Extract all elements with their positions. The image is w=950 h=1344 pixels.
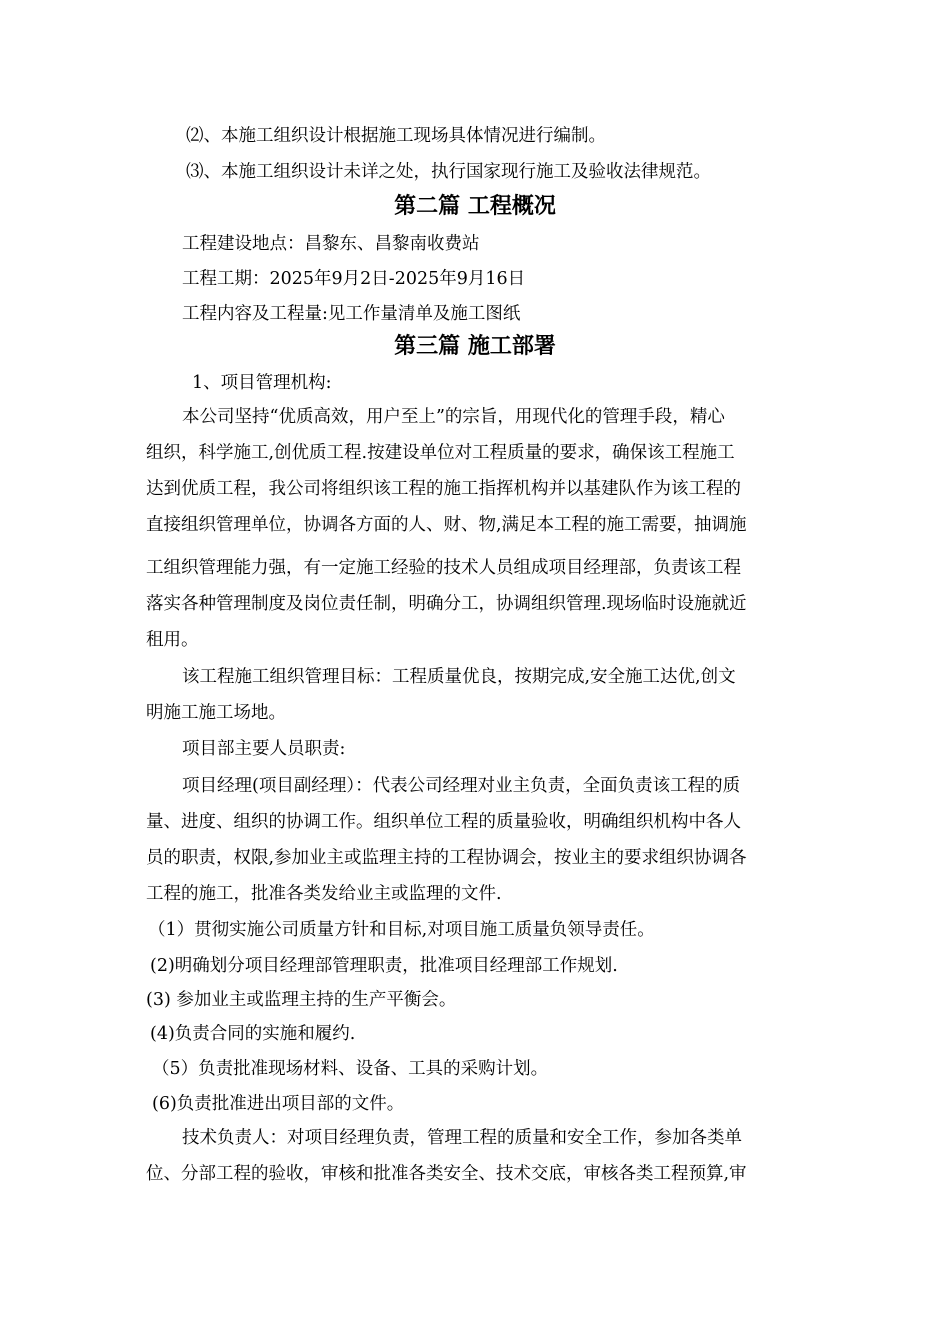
paragraph-line: 量、进度、组织的协调工作。组织单位工程的质量验收，明确组织机构中各人	[146, 812, 741, 832]
section-3-title: 第三篇 施工部署	[394, 334, 556, 359]
project-period: 工程工期：2025年9月2日-2025年9月16日	[182, 269, 526, 289]
paragraph-line: 达到优质工程，我公司将组织该工程的施工指挥机构并以基建队作为该工程的	[146, 479, 741, 499]
list-item: (2)明确划分项目经理部管理职责，批准项目经理部工作规划.	[150, 956, 618, 976]
list-item: （1）贯彻实施公司质量方针和目标,对项目施工质量负领导责任。	[148, 920, 655, 940]
paragraph-line: 该工程施工组织管理目标：工程质量优良，按期完成,安全施工达优,创文	[182, 667, 736, 687]
paragraph-line: 项目经理(项目副经理）：代表公司经理对业主负责，全面负责该工程的质	[182, 776, 741, 796]
paragraph-line: 落实各种管理制度及岗位责任制，明确分工，协调组织管理.现场临时设施就近	[146, 594, 747, 614]
paragraph-line: 租用。	[146, 630, 199, 650]
project-location: 工程建设地点：昌黎东、昌黎南收费站	[182, 234, 480, 254]
list-item: (4)负责合同的实施和履约.	[150, 1024, 356, 1044]
intro-item-2: ⑵、本施工组织设计根据施工现场具体情况进行编制。	[186, 126, 606, 146]
paragraph-line: 明施工施工场地。	[146, 703, 286, 723]
intro-item-3: ⑶、本施工组织设计未详之处，执行国家现行施工及验收法律规范。	[186, 162, 711, 182]
list-item: （5）负责批准现场材料、设备、工具的采购计划。	[152, 1059, 549, 1079]
section-3-subtitle: 1、项目管理机构:	[192, 373, 332, 393]
list-item: (3) 参加业主或监理主持的生产平衡会。	[146, 990, 457, 1010]
paragraph-line: 工组织管理能力强，有一定施工经验的技术人员组成项目经理部，负责该工程	[146, 558, 741, 578]
paragraph-line: 位、分部工程的验收，审核和批准各类安全、技术交底，审核各类工程预算,审	[146, 1164, 747, 1184]
paragraph-line: 直接组织管理单位，协调各方面的人、财、物,满足本工程的施工需要，抽调施	[146, 515, 747, 535]
paragraph-line: 本公司坚持“优质高效，用户至上”的宗旨，用现代化的管理手段，精心	[182, 407, 725, 427]
duties-heading: 项目部主要人员职责:	[182, 739, 346, 759]
project-content: 工程内容及工程量:见工作量清单及施工图纸	[182, 304, 521, 324]
paragraph-line: 工程的施工，批准各类发给业主或监理的文件.	[146, 884, 502, 904]
paragraph-line: 组织，科学施工,创优质工程.按建设单位对工程质量的要求，确保该工程施工	[146, 443, 735, 463]
paragraph-line: 技术负责人：对项目经理负责，管理工程的质量和安全工作，参加各类单	[182, 1128, 742, 1148]
paragraph-line: 员的职责，权限,参加业主或监理主持的工程协调会，按业主的要求组织协调各	[146, 848, 747, 868]
section-2-title: 第二篇 工程概况	[394, 194, 556, 219]
list-item: (6)负责批准进出项目部的文件。	[152, 1094, 405, 1114]
